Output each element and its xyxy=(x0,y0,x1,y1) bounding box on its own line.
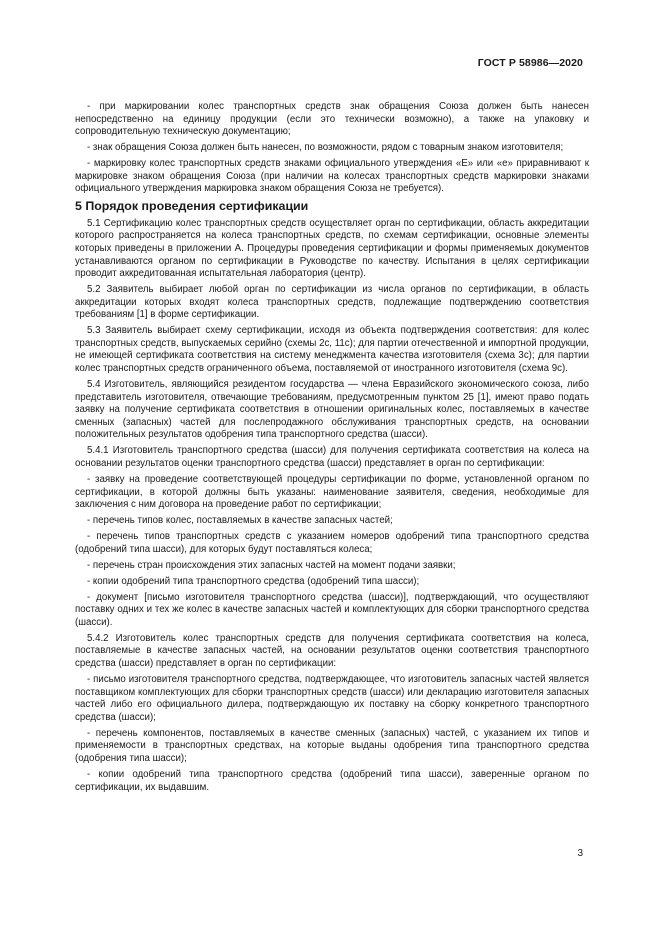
list-item: - копии одобрений типа транспортного средства (одобрений типа шасси), заверенные органом по сертификации, их выдавшим. xyxy=(75,768,589,793)
list-item: - перечень типов колес, поставляемых в качестве запасных частей; xyxy=(87,515,393,527)
paragraph-5-2: 5.2 Заявитель выбирает любой орган по сертификации из числа органов по сертификации, в область аккредитации которых входят колеса транспортных средств, подлежащие подтверждению соответствия требованиям [1] в форме сертификации. xyxy=(75,284,589,321)
list-item: - письмо изготовителя транспортного средства, подтверждающее, что изготовитель запасных частей является поставщиком комплектующих для сборки транспортных средств (шасси) или декларацию изготовителя запасных частей либо его официального дилера, подтверждающую их поставку на сборку конкретного транспортного средства (шасси); xyxy=(75,674,589,723)
list-item: - копии одобрений типа транспортного средства (одобрений типа шасси); xyxy=(87,575,420,587)
list-item: - при маркировании колес транспортных средств знак обращения Союза должен быть нанесен непосредственно на единицу продукции (если это технически возможно), а также на упаковку и сопроводительную техническую документацию; xyxy=(75,101,589,138)
page-body xyxy=(75,101,589,798)
list-item: - перечень компонентов, поставляемых в качестве сменных (запасных) частей, с указанием их типов и применяемости в транспортных средствах, на которые выданы одобрения типа транспортного средства (одобрения типа шасси); xyxy=(75,727,589,764)
paragraph-5-4-2: 5.4.2 Изготовитель колес транспортных средств для получения сертификата соответствия на колеса, поставляемые в качестве запасных частей, на основании результатов оценки соответствия транспортного средства (шасси) представляет в орган по сертификации: xyxy=(75,632,589,670)
list-item: - заявку на проведение соответствующей процедуры сертификации по форме, установленной органом по сертификации, в которой должны быть указаны: наименование заявителя, сведения, необходимые для заключения с ним договора на проведение работ по сертификации; xyxy=(75,473,589,511)
list-item: - перечень стран происхождения этих запасных частей на момент подачи заявки; xyxy=(87,559,456,571)
document-code: ГОСТ Р 58986—2020 xyxy=(477,57,583,69)
list-item: - маркировку колес транспортных средств знаками официального утверждения «Е» или «е» приравнивают к маркировке знаком обращения Союза (при наличии на колесах транспортных средств маркировки знаками официального утверждения маркировка знаком обращения Союза не требуется). xyxy=(75,158,589,195)
paragraph-5-1: 5.1 Сертификацию колес транспортных средств осуществляет орган по сертификации, область аккредитации которого распространяется на колеса транспортных средств, по схемам сертификации, основные элементы которых приведены в приложении А. Процедуры проведения сертификации и формы применяемых документов устанавливаются органом по сертификации в Руководстве по качеству. Испытания в целях сертификации проводит аккредитованная испытательная лаборатория (центр). xyxy=(75,217,589,280)
section-title: 5 Порядок проведения сертификации xyxy=(75,199,309,214)
list-item: - документ [письмо изготовителя транспортного средства (шасси)], подтверждающий, что осуществляют поставку одних и тех же колес в качестве запасных частей и комплектующих для сборки транспортного средства (шасси). xyxy=(75,591,589,628)
paragraph-5-4: 5.4 Изготовитель, являющийся резидентом государства — члена Евразийского экономического союза, либо представитель изготовителя, отвечающие требованиям, предусмотренным пунктом 25 [1], имеют право подать заявку на получение сертификата соответствия в отношении оригинальных колес, поставляемых в качестве сменных (запасных) частей для послепродажного обслуживания транспортных средств, на основании положительных результатов одобрения типа транспортного средства (шасси). xyxy=(75,379,589,441)
list-item: - знак обращения Союза должен быть нанесен, по возможности, рядом с товарным знаком изготовителя; xyxy=(87,142,564,154)
list-item: - перечень типов транспортных средств с указанием номеров одобрений типа транспортного средства (одобрений типа шасси), для которых будут поставляться колеса; xyxy=(75,531,589,555)
page-number: 3 xyxy=(577,848,583,859)
paragraph-5-3: 5.3 Заявитель выбирает схему сертификации, исходя из объекта подтверждения соответствия: для колес транспортных средств, выпускаемых серийно (схемы 2с, 11с); для партии отечественной и импортной продукции, не имеющей сертификата соответствия на систему менеджмента качества изготовителя (схема 3с); для партии колес транспортных средств ограниченного объема, поставляемой от иностранного изготовителя (схема 9с). xyxy=(75,325,589,375)
paragraph-5-4-1: 5.4.1 Изготовитель транспортного средства (шасси) для получения сертификата соответствия на колеса на основании результатов оценки транспортного средства (шасси) представляет в орган по сертификации: xyxy=(75,445,589,469)
